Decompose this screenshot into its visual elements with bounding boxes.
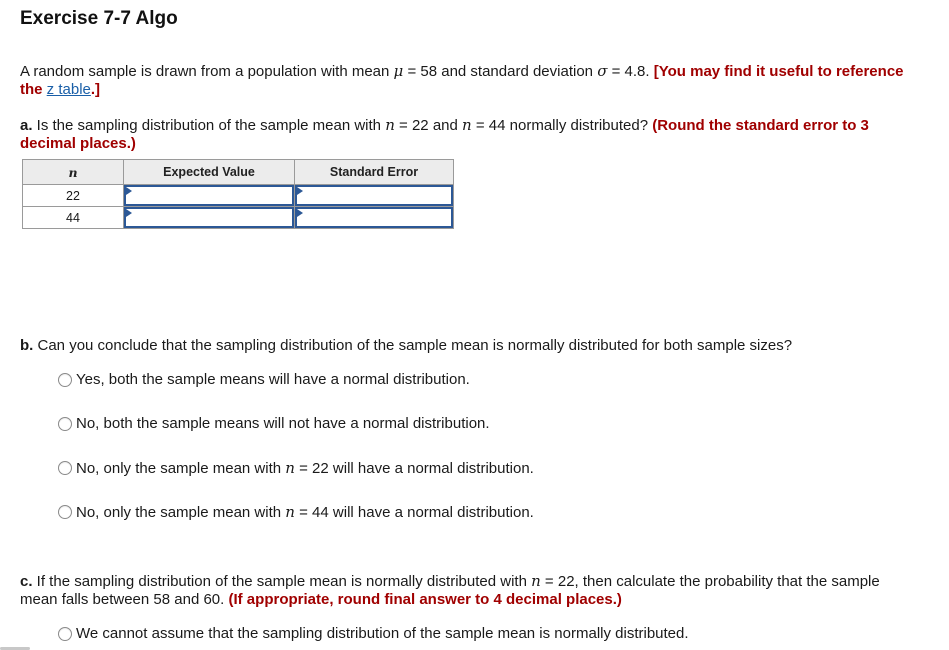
option-b-yes-both[interactable]: [58, 371, 470, 388]
intro-text: A random sample is drawn from a population with mean: [20, 63, 394, 80]
radio-button[interactable]: [58, 417, 72, 431]
table-row: [23, 185, 454, 207]
col-header-expected-value: Expected Value: [124, 160, 295, 185]
table-row: [23, 207, 454, 229]
col-header-standard-error: Standard Error: [295, 160, 454, 185]
n-symbol: n: [531, 572, 541, 590]
radio-button[interactable]: [58, 627, 72, 641]
part-c-instruction: (If appropriate, round final answer to 4 decimal places.): [228, 591, 622, 608]
expected-value-input-22[interactable]: [124, 185, 294, 206]
option-label: No, both the sample means will not have a normal distribution.: [76, 415, 490, 432]
hint-text: [You may find it useful to reference the z table.]: [20, 63, 904, 98]
cell-n: 22: [23, 185, 124, 207]
expected-value-input-44[interactable]: [124, 207, 294, 228]
expected-value-cell: [124, 207, 295, 229]
standard-error-input-44[interactable]: [295, 207, 453, 228]
radio-button[interactable]: [58, 461, 72, 475]
page-title: Exercise 7-7 Algo: [20, 8, 178, 29]
option-label: No, only the sample mean with n = 44 will have a normal distribution.: [76, 503, 534, 521]
option-b-only-22[interactable]: [58, 459, 534, 477]
intro-paragraph: [20, 62, 920, 99]
part-b-label: b.: [20, 337, 34, 354]
option-label: No, only the sample mean with n = 22 will have a normal distribution.: [76, 459, 534, 477]
n-symbol: n: [462, 116, 472, 134]
option-c-cannot-assume[interactable]: [58, 625, 689, 642]
part-a-text-3: = 44 normally distributed?: [471, 117, 653, 134]
cell-n: 44: [23, 207, 124, 229]
col-header-n: n: [23, 160, 124, 185]
option-b-no-both[interactable]: [58, 415, 490, 432]
mu-symbol: μ: [393, 62, 404, 80]
z-table-link[interactable]: z table: [46, 81, 91, 98]
part-c-text-2: = 22, then calculate the probability that the sample mean falls between 58 and 60.: [20, 573, 880, 608]
intro-text-2: = 58 and standard deviation: [403, 63, 598, 80]
standard-error-cell: [295, 207, 454, 229]
part-b-text: Can you conclude that the sampling distribution of the sample mean is normally distributed for both sample sizes?: [33, 337, 793, 354]
intro-text-3: = 4.8.: [607, 63, 654, 80]
part-c-label: c.: [20, 573, 33, 590]
answer-table: [22, 159, 454, 229]
part-c-question: [20, 572, 920, 609]
part-b-question: [20, 337, 920, 355]
option-b-only-44[interactable]: [58, 503, 534, 521]
part-a-label: a.: [20, 117, 33, 134]
sigma-symbol: σ: [597, 62, 608, 80]
part-a-text: Is the sampling distribution of the sample mean with: [32, 117, 386, 134]
radio-button[interactable]: [58, 373, 72, 387]
standard-error-cell: [295, 185, 454, 207]
option-label: We cannot assume that the sampling distribution of the sample mean is normally distributed.: [76, 625, 689, 642]
part-a-question: [20, 116, 920, 153]
standard-error-input-22[interactable]: [295, 185, 453, 206]
part-c-text: If the sampling distribution of the sample mean is normally distributed with: [32, 573, 532, 590]
part-a-text-2: = 22 and: [394, 117, 463, 134]
radio-button[interactable]: [58, 505, 72, 519]
expected-value-cell: [124, 185, 295, 207]
part-a-instruction: (Round the standard error to 3 decimal places.): [20, 117, 869, 152]
n-symbol: n: [385, 116, 395, 134]
option-label: Yes, both the sample means will have a normal distribution.: [76, 371, 470, 388]
